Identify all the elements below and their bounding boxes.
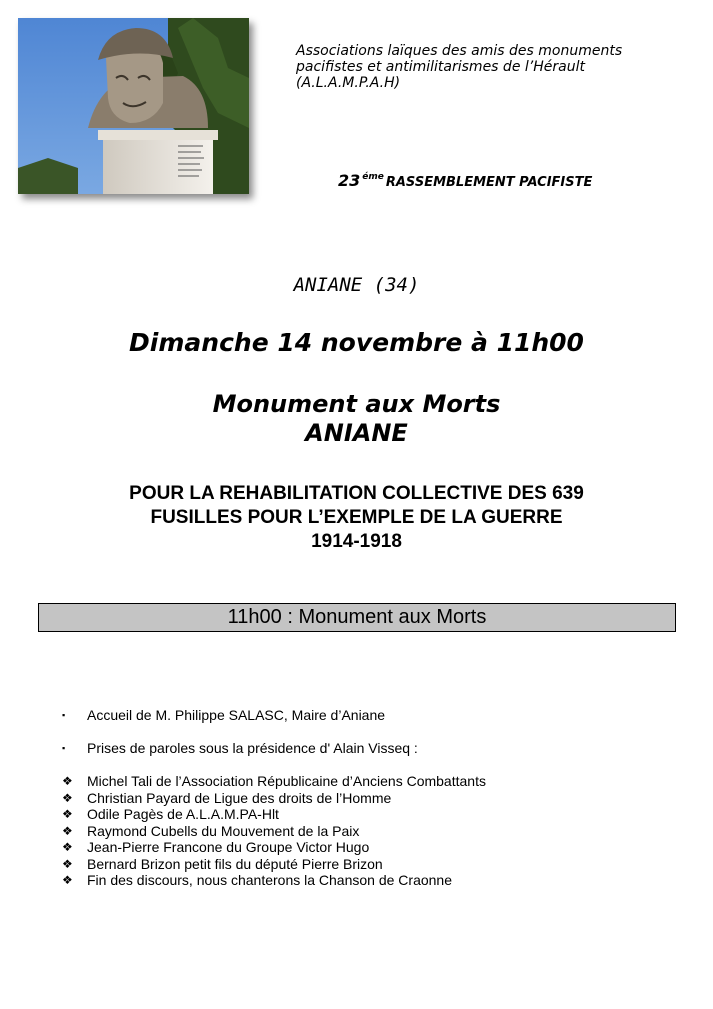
association-line: Associations laïques des amis des monuments: [296, 43, 623, 59]
speaker-text: Christian Payard de Ligue des droits de l’Homme: [87, 789, 392, 806]
rassemblement-heading: [338, 171, 592, 190]
event-purpose: [0, 482, 713, 554]
speaker-text: Bernard Brizon petit fils du député Pierre Brizon: [87, 855, 383, 872]
purpose-line: 1914-1918: [311, 531, 402, 552]
event-venue: [0, 390, 713, 448]
diamond-bullet-icon: ❖: [62, 774, 73, 788]
program-item-text: Prises de paroles sous la présidence d' Alain Visseq :: [87, 740, 418, 756]
association-name: [296, 43, 696, 91]
location-code: ANIANE (34): [293, 274, 420, 296]
diamond-bullet-icon: ❖: [62, 856, 73, 871]
speaker-text: Raymond Cubells du Mouvement de la Paix: [87, 822, 360, 839]
diamond-bullet-icon: ❖: [62, 790, 73, 805]
venue-town: ANIANE: [305, 419, 408, 447]
monument-bust-image: [18, 18, 249, 194]
rassemblement-ordinal: éme: [362, 172, 384, 182]
purpose-line: FUSILLES POUR L’EXEMPLE DE LA GUERRE: [150, 507, 563, 528]
diamond-bullet-icon: ❖: [62, 823, 73, 838]
diamond-bullet-icon: ❖: [62, 840, 73, 854]
rassemblement-number: 23: [338, 171, 361, 190]
association-line: (A.L.A.M.P.A.H): [296, 75, 401, 91]
square-bullet-icon: ▪: [62, 743, 66, 753]
diamond-bullet-icon: ❖: [62, 807, 73, 821]
speaker-text: Jean-Pierre Francone du Groupe Victor Hugo: [87, 839, 370, 855]
speaker-text: Odile Pagès de A.L.A.M.PA-Hlt: [87, 806, 279, 822]
square-bullet-icon: ▪: [62, 710, 66, 720]
diamond-bullet-icon: ❖: [62, 873, 73, 887]
venue-line: Monument aux Morts: [212, 390, 501, 418]
monument-photo: [18, 18, 249, 194]
program-item-text: Accueil de M. Philippe SALASC, Maire d’Aniane: [87, 707, 386, 723]
association-line: pacifistes et antimilitarismes de l’Hérault: [296, 59, 585, 75]
rassemblement-label: RASSEMBLEMENT PACIFISTE: [385, 175, 593, 190]
event-date-time: Dimanche 14 novembre à 11h00: [129, 328, 584, 357]
purpose-line: POUR LA REHABILITATION COLLECTIVE DES 639: [129, 483, 584, 504]
schedule-banner: 11h00 : Monument aux Morts: [38, 603, 676, 632]
speaker-text: Fin des discours, nous chanterons la Chanson de Craonne: [87, 872, 452, 888]
speaker-text: Michel Tali de l’Association Républicaine d’Anciens Combattants: [87, 773, 486, 789]
